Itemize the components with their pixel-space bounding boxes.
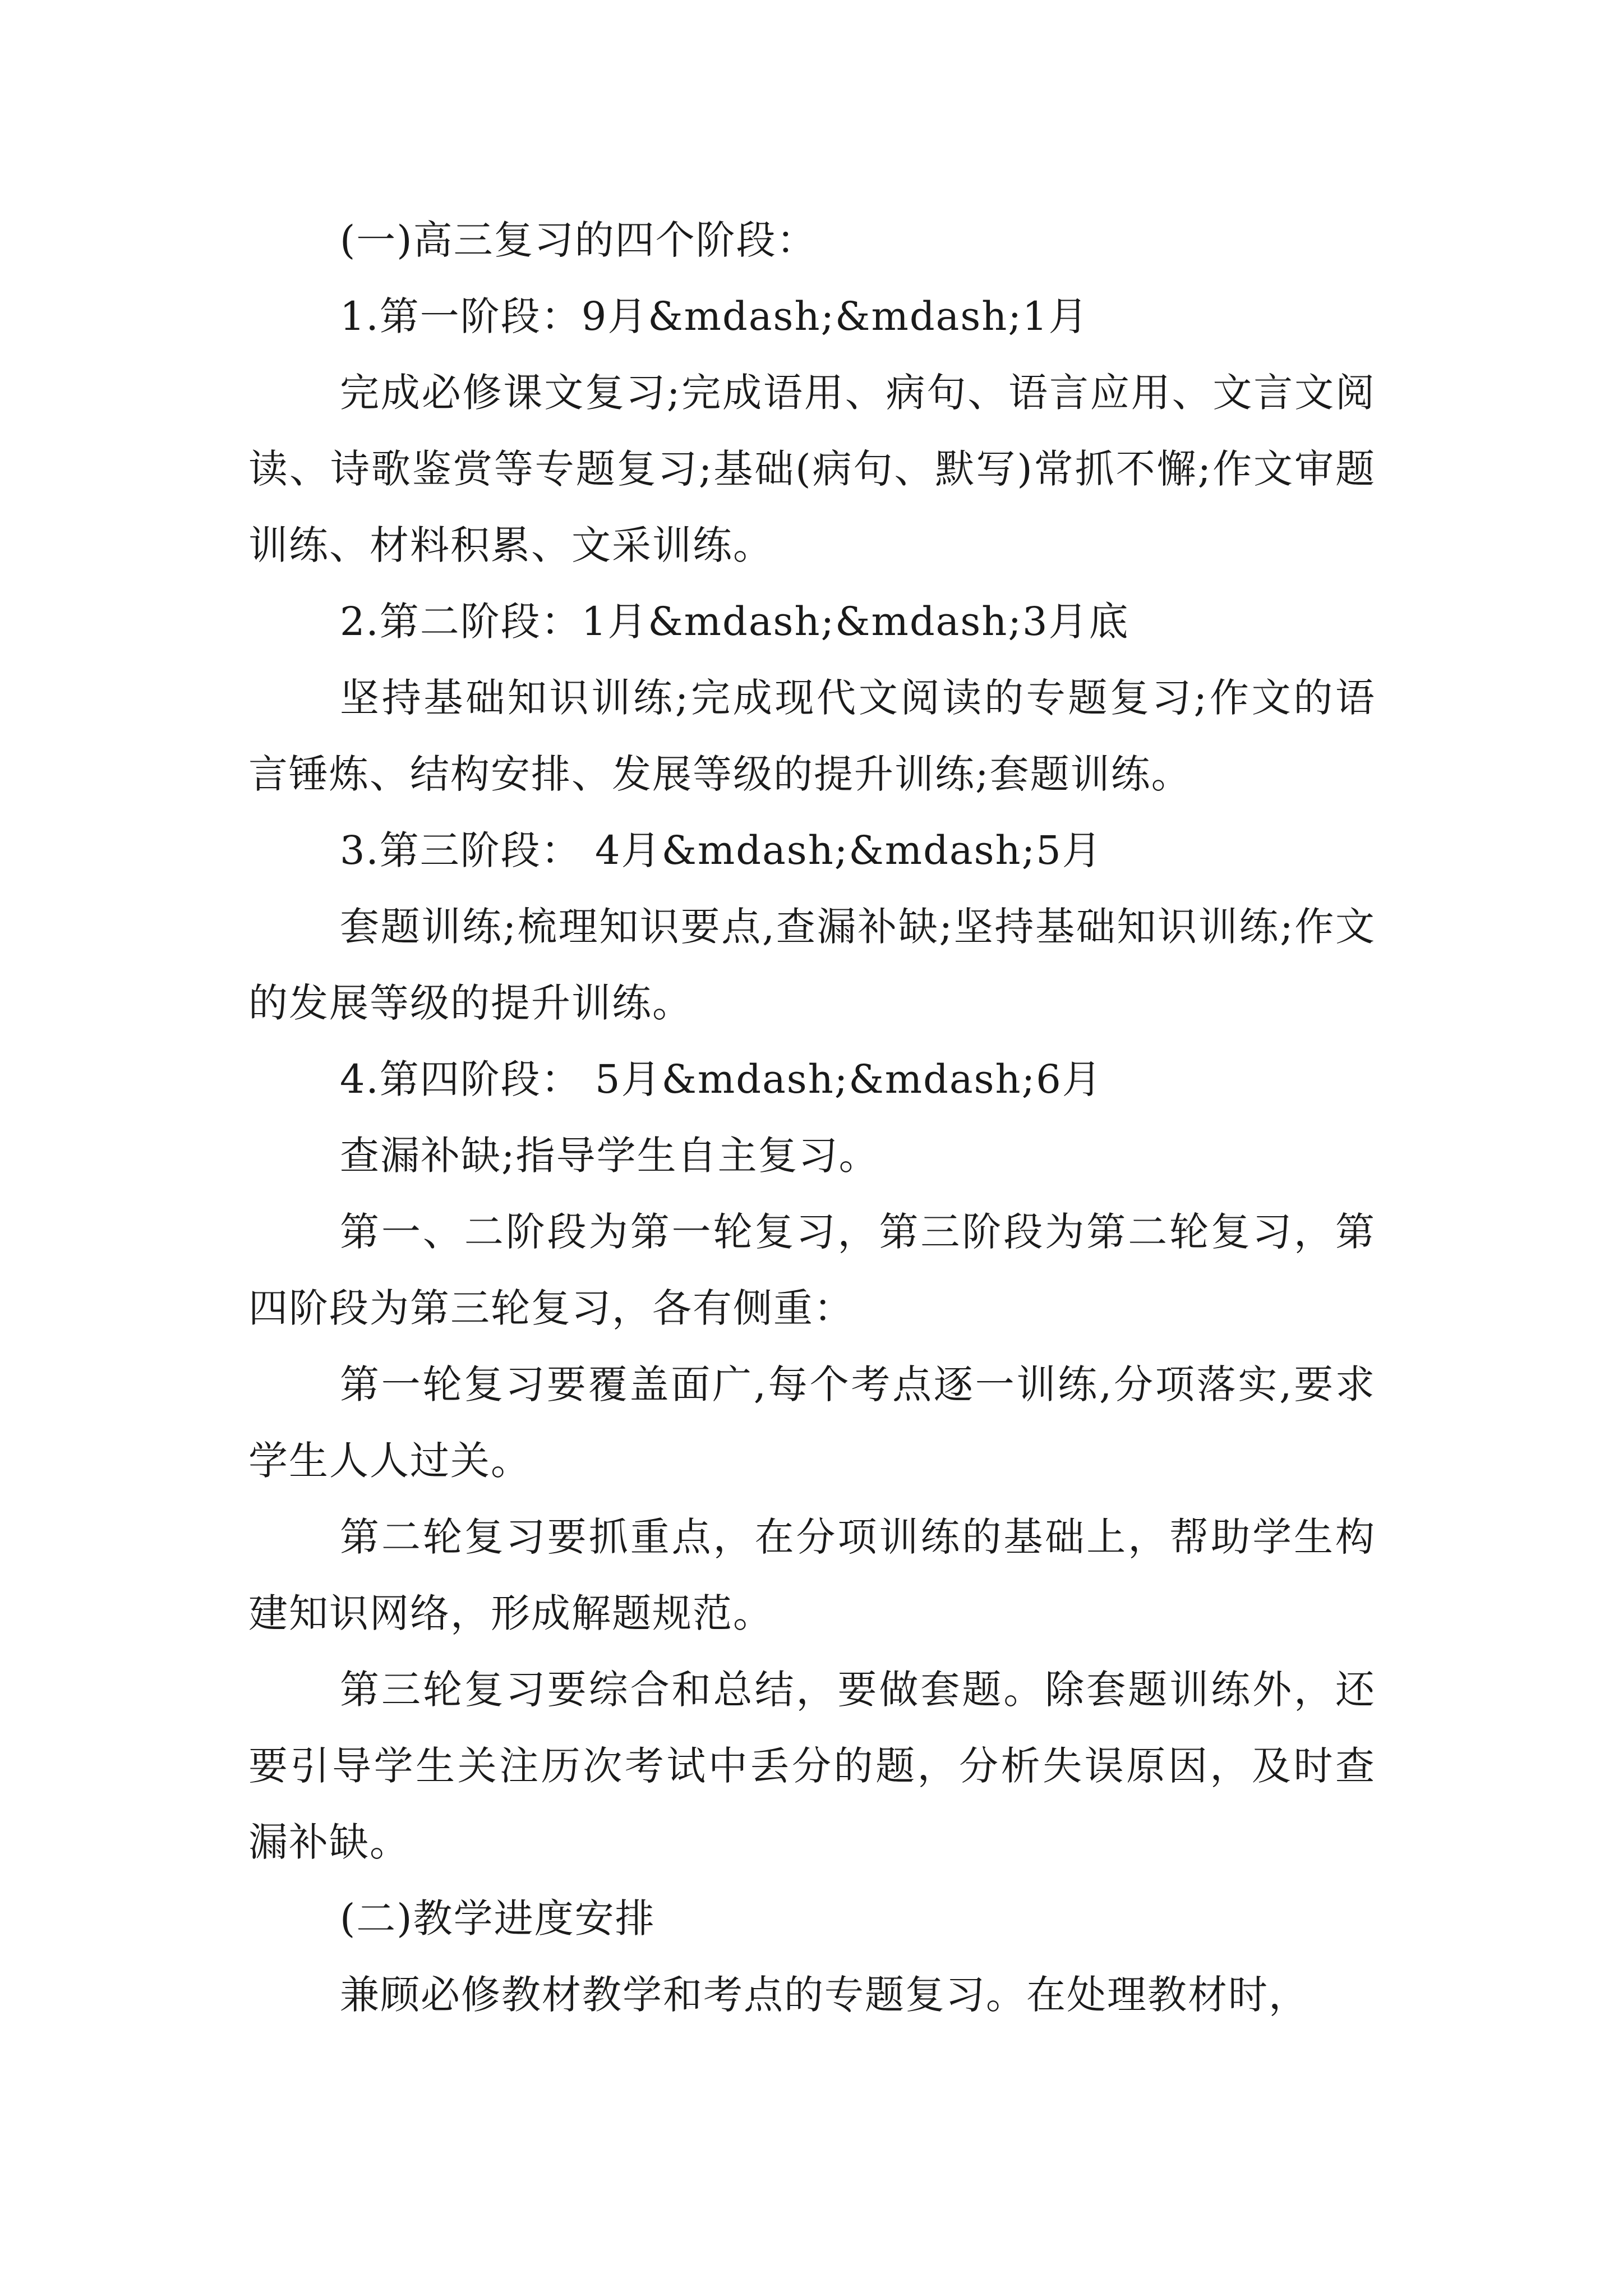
- stage-2-heading: 2.第二阶段：1月&mdash;&mdash;3月底: [340, 599, 1129, 645]
- stage-2-description: 坚持基础知识训练;完成现代文阅读的专题复习;作文的语言锤炼、结构安排、发展等级的提升训练;套题训练。: [248, 675, 1376, 797]
- stage-1-description: 完成必修课文复习;完成语用、病句、语言应用、文言文阅读、诗歌鉴赏等专题复习;基础(病句、默写)常抓不懈;作文审题训练、材料积累、文采训练。: [248, 370, 1376, 568]
- round-1-description: 第一轮复习要覆盖面广,每个考点逐一训练,分项落实,要求学生人人过关。: [248, 1361, 1376, 1484]
- teaching-schedule-paragraph: 兼顾必修教材教学和考点的专题复习。在处理教材时，: [340, 1972, 1309, 2018]
- round-2-description: 第二轮复习要抓重点，在分项训练的基础上，帮助学生构建知识网络，形成解题规范。: [248, 1514, 1376, 1636]
- stage-4-heading: 4.第四阶段： 5月&mdash;&mdash;6月: [340, 1056, 1103, 1102]
- round-3-description: 第三轮复习要综合和总结，要做套题。除套题训练外，还要引导学生关注历次考试中丢分的题，分析失误原因，及时查漏补缺。: [248, 1667, 1376, 1865]
- review-rounds-summary: 第一、二阶段为第一轮复习，第三阶段为第二轮复习，第四阶段为第三轮复习，各有侧重：: [248, 1209, 1376, 1331]
- document-body: [248, 202, 1376, 2033]
- section-heading-review-stages: (一)高三复习的四个阶段：: [340, 217, 817, 263]
- section-heading-teaching-schedule: (二)教学进度安排: [340, 1895, 656, 1941]
- stage-3-heading: 3.第三阶段： 4月&mdash;&mdash;5月: [340, 827, 1103, 873]
- stage-1-heading: 1.第一阶段：9月&mdash;&mdash;1月: [340, 293, 1089, 339]
- stage-4-description: 查漏补缺;指导学生自主复习。: [340, 1133, 879, 1179]
- stage-3-description: 套题训练;梳理知识要点,查漏补缺;坚持基础知识训练;作文的发展等级的提升训练。: [248, 904, 1376, 1026]
